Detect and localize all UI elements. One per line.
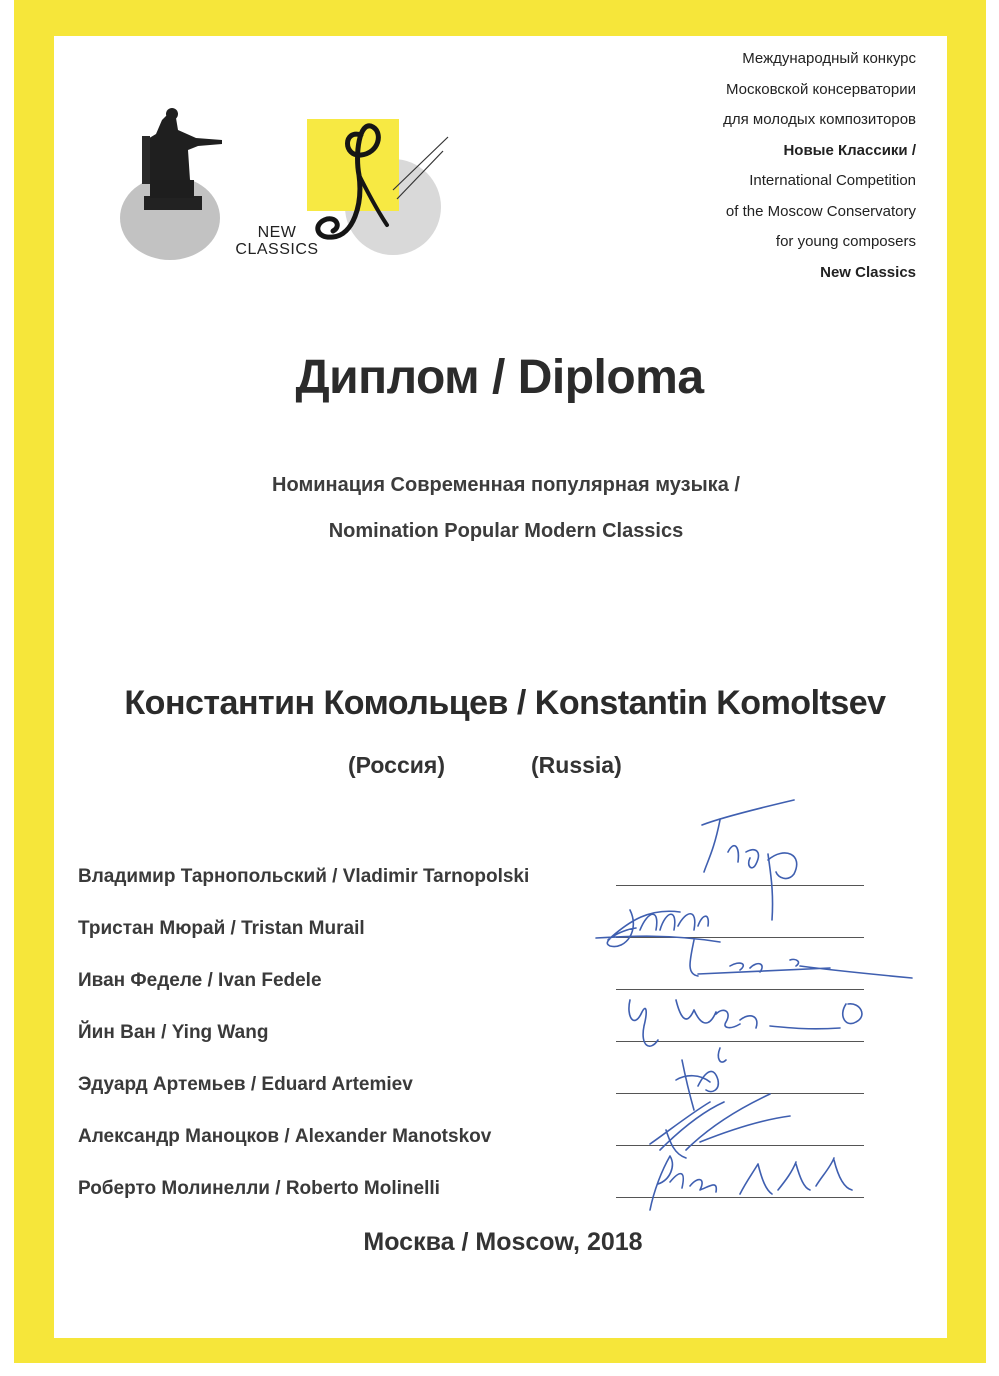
signature-fedele [690, 940, 912, 978]
new-classics-wordmark [227, 224, 327, 258]
jury-member-name: Йин Ван / Ying Wang [78, 1022, 269, 1043]
diploma-title: Диплом / Diploma [295, 351, 704, 404]
organizer-line: New Classics [820, 263, 916, 281]
nomination-ru: Номинация Современная популярная музыка / [272, 474, 740, 496]
organizer-line: Новые Классики / [783, 141, 916, 159]
laureate-country-en: (Russia) [531, 752, 622, 778]
jury-member-name: Тристан Мюрай / Tristan Murail [78, 918, 365, 939]
organizer-line: for young composers [775, 233, 916, 250]
jury-member-name: Иван Феделе / Ivan Fedele [78, 970, 322, 991]
jury-member-name: Александр Маноцков / Alexander Manotskov [78, 1126, 492, 1147]
organizer-line: Московской консерватории [726, 80, 916, 98]
laureate-country-ru: (Россия) [348, 752, 445, 778]
nomination-en: Nomination Popular Modern Classics [328, 520, 684, 542]
organizer-line: Международный конкурс [742, 50, 916, 67]
jury-member-name: Владимир Тарнопольский / Vladimir Tarnopolski [78, 866, 530, 887]
signature-artemiev [676, 1048, 726, 1110]
organizer-line: International Competition [749, 172, 916, 189]
jury-member-name: Эдуард Артемьев / Eduard Artemiev [78, 1074, 413, 1095]
nomination [0, 462, 999, 554]
signature-manotskov [650, 1094, 790, 1158]
signature-tarnopolski [702, 800, 797, 920]
place-and-year: Москва / Moscow, 2018 [363, 1228, 643, 1256]
wordmark-line-1: NEW [257, 224, 297, 241]
organizer-block [723, 44, 916, 288]
jury-signatures [590, 790, 920, 1230]
tchaikovsky-monument-logo [118, 100, 228, 265]
organizer-line: of the Moscow Conservatory [725, 202, 916, 220]
signature-murail [596, 910, 720, 947]
signature-molinelli [650, 1156, 852, 1210]
organizer-line: для молодых композиторов [723, 111, 916, 128]
wordmark-line-2: CLASSICS [235, 241, 319, 258]
jury-member-name: Роберто Молинелли / Roberto Molinelli [78, 1178, 440, 1199]
signature-wang [629, 1000, 862, 1046]
laureate-name: Константин Комольцев / Konstantin Komoltsev [124, 684, 886, 722]
